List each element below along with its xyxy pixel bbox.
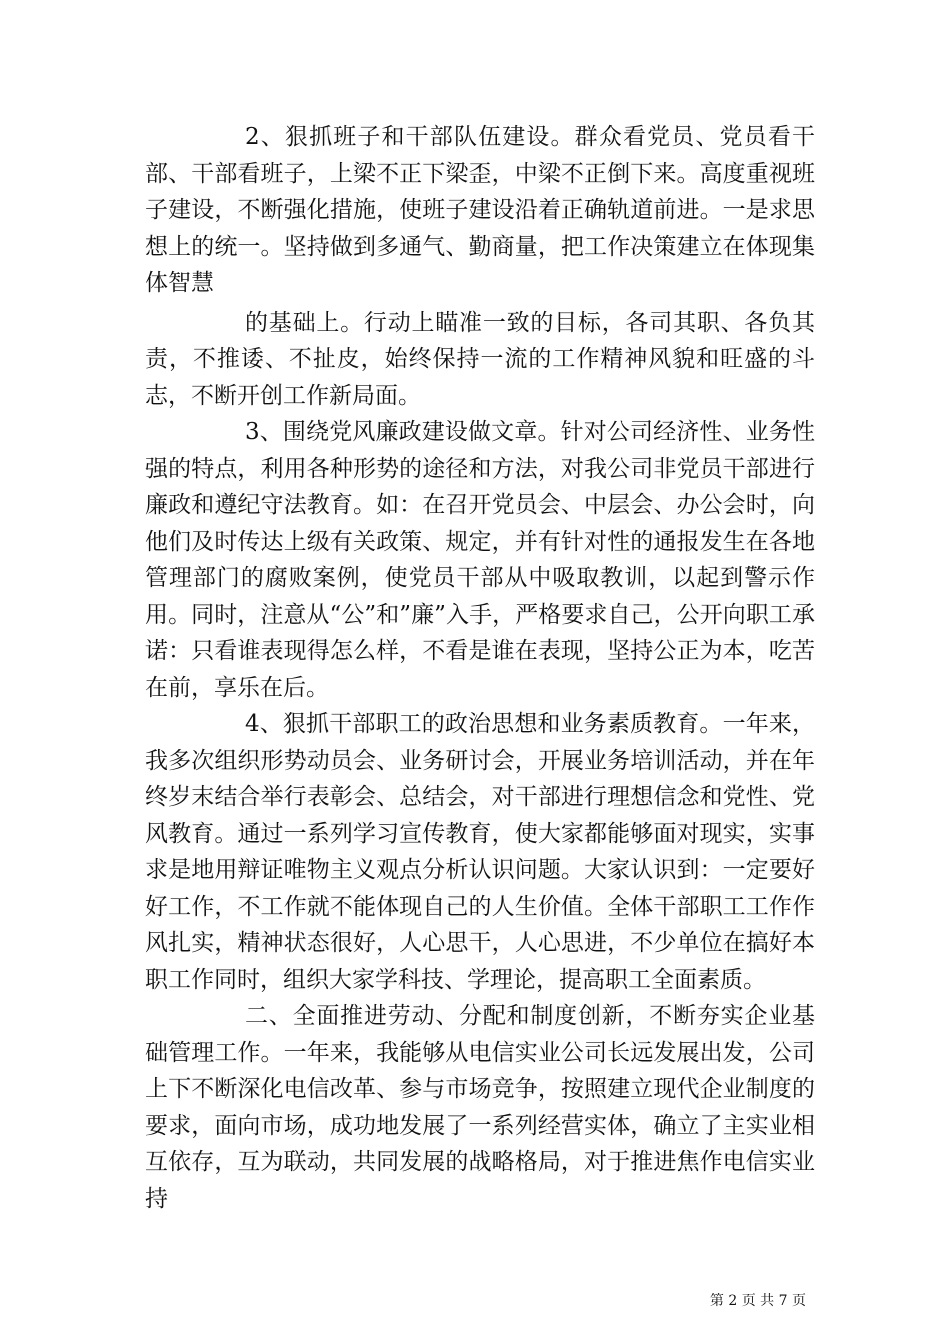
paragraph-political-education: 4、狠抓干部职工的政治思想和业务素质教育。一年来，我多次组织形势动员会、业务研讨会，开展业务培训活动，并在年终岁末结合举行表彰会、总结会，对干部进行理想信念和党性、党风教育。通过一系列学习宣传教育，使大家都能够面对现实，实事求是地用辩证唯物主义观点分析认识问题。大家认识到：一定要好好工作，不工作就不能体现自己的人生价值。全体干部职工工作作风扎实，精神状态很好，人心思干，人心思进，不少单位在搞好本职工作同时，组织大家学科技、学理论，提高职工全面素质。 (145, 711, 815, 993)
paragraph-team-building: 2、狠抓班子和干部队伍建设。群众看党员、党员看干部、干部看班子，上梁不正下梁歪，中梁不正倒下来。高度重视班子建设，不断强化措施，使班子建设沿着正确轨道前进。一是求思想上的统一。坚持做到多通气、勤商量，把工作决策建立在体现集体智慧 (145, 124, 815, 296)
paragraph-labor-reform: 二、全面推进劳动、分配和制度创新，不断夯实企业基础管理工作。一年来，我能够从电信实业公司长远发展出发，公司上下不断深化电信改革、参与市场竞争，按照建立现代企业制度的要求，面向市场，成功地发展了一系列经营实体，确立了主实业相互依存，互为联动，共同发展的战略格局，对于推进焦作电信实业持 (145, 1003, 815, 1212)
page-number-footer: 第 2 页 共 7 页 (709, 1293, 806, 1309)
document-body (145, 119, 815, 1217)
paragraph-party-integrity: 3、围绕党风廉政建设做文章。针对公司经济性、业务性强的特点，利用各种形势的途径和方法，对我公司非党员干部进行廉政和遵纪守法教育。如：在召开党员会、中层会、办公会时，向他们及时传达上级有关政策、规定，并有针对性的通报发生在各地管理部门的腐败案例，使党员干部从中吸取教训，以起到警示作用。同时，注意从“公”和”廉”入手，严格要求自己，公开向职工承诺：只看谁表现得怎么样，不看是谁在表现，坚持公正为本，吃苦在前，享乐在后。 (145, 419, 815, 701)
paragraph-team-building-continued: 的基础上。行动上瞄准一致的目标，各司其职、各负其责，不推诿、不扯皮，始终保持一流的工作精神风貌和旺盛的斗志，不断开创工作新局面。 (145, 309, 815, 409)
